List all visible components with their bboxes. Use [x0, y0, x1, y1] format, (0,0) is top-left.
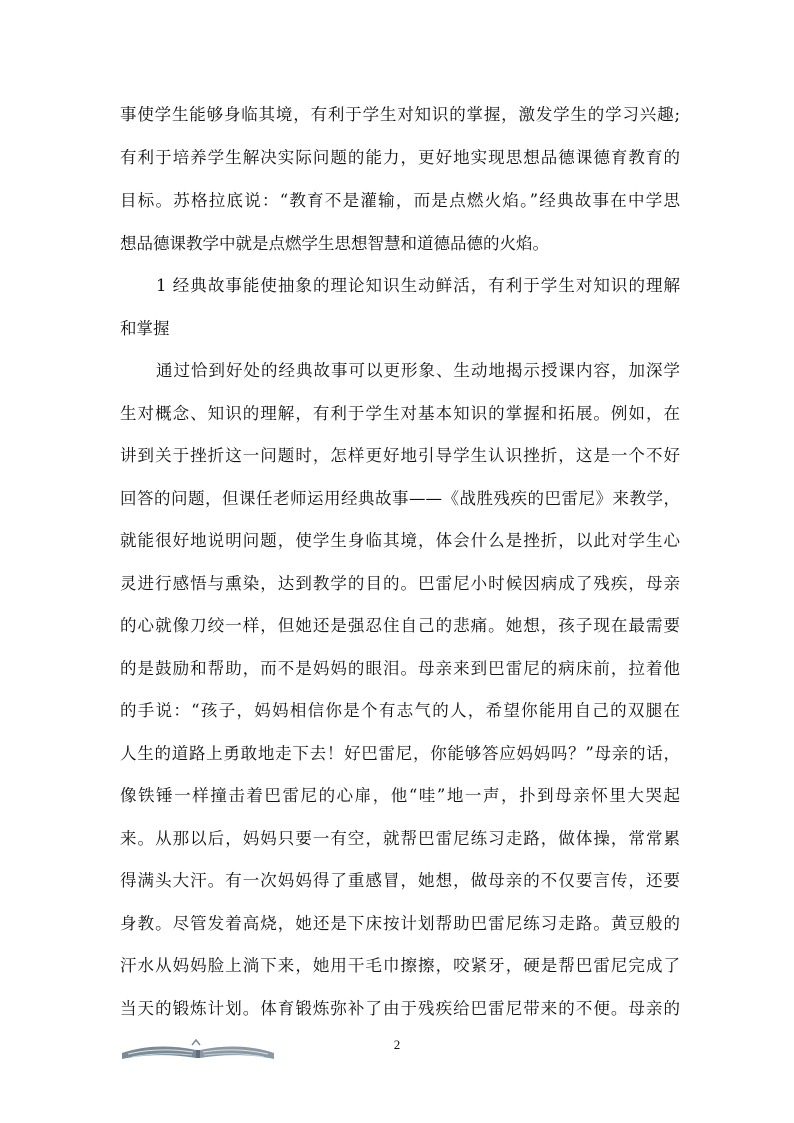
paragraph-line: 身教。尽管发着高烧，她还是下床按计划帮助巴雷尼练习走路。黄豆般的 — [120, 914, 680, 933]
paragraph-line: 讲到关于挫折这一问题时，怎样更好地引导学生认识挫折，这是一个不好 — [120, 446, 680, 465]
paragraph-line: 得满头大汗。有一次妈妈得了重感冒，她想，做母亲的不仅要言传，还要 — [120, 871, 680, 890]
paragraph-line: 事使学生能够身临其境，有利于学生对知识的掌握，激发学生的学习兴趣; — [120, 105, 680, 124]
paragraph-line: 想品德课教学中就是点燃学生思想智慧和道德品德的火焰。 — [120, 234, 549, 253]
paragraph-line: 有利于培养学生解决实际问题的能力，更好地实现思想品德课德育教育的 — [120, 148, 680, 167]
section-heading-line: 1 经典故事能使抽象的理论知识生动鲜活，有利于学生对知识的理解 — [156, 276, 680, 295]
page-number: 2 — [393, 1037, 401, 1052]
open-book-icon — [118, 1034, 278, 1062]
paragraph-line: 人生的道路上勇敢地走下去！好巴雷尼，你能够答应妈妈吗？”母亲的话， — [120, 744, 680, 763]
paragraph-line: 的手说：“孩子，妈妈相信你是个有志气的人，希望你能用自己的双腿在 — [120, 701, 680, 720]
paragraph-line: 的是鼓励和帮助，而不是妈妈的眼泪。母亲来到巴雷尼的病床前，拉着他 — [120, 659, 680, 678]
paragraph-line: 灵进行感悟与熏染，达到教学的目的。巴雷尼小时候因病成了残疾，母亲 — [120, 574, 680, 593]
paragraph-line: 来。从那以后，妈妈只要一有空，就帮巴雷尼练习走路，做体操，常常累 — [120, 829, 680, 848]
paragraph-line: 汗水从妈妈脸上淌下来，她用干毛巾擦擦，咬紧牙，硬是帮巴雷尼完成了 — [120, 956, 680, 975]
section-heading-line: 和掌握 — [120, 319, 170, 338]
paragraph-line: 当天的锻炼计划。体育锻炼弥补了由于残疾给巴雷尼带来的不便。母亲的 — [120, 999, 680, 1018]
paragraph-line: 就能很好地说明问题，使学生身临其境，体会什么是挫折，以此对学生心 — [120, 531, 680, 550]
paragraph-line: 回答的问题，但课任老师运用经典故事——《战胜残疾的巴雷尼》来教学， — [120, 489, 680, 508]
paragraph-line: 像铁锤一样撞击着巴雷尼的心扉，他“哇”地一声，扑到母亲怀里大哭起 — [120, 786, 680, 805]
paragraph-line: 目标。苏格拉底说：“教育不是灌输，而是点燃火焰。”经典故事在中学思 — [120, 191, 680, 210]
paragraph-line: 生对概念、知识的理解，有利于学生对基本知识的掌握和拓展。例如，在 — [120, 404, 680, 423]
paragraph-line: 的心就像刀绞一样，但她还是强忍住自己的悲痛。她想，孩子现在最需要 — [120, 616, 680, 635]
paragraph-line: 通过恰到好处的经典故事可以更形象、生动地揭示授课内容，加深学 — [156, 361, 680, 380]
